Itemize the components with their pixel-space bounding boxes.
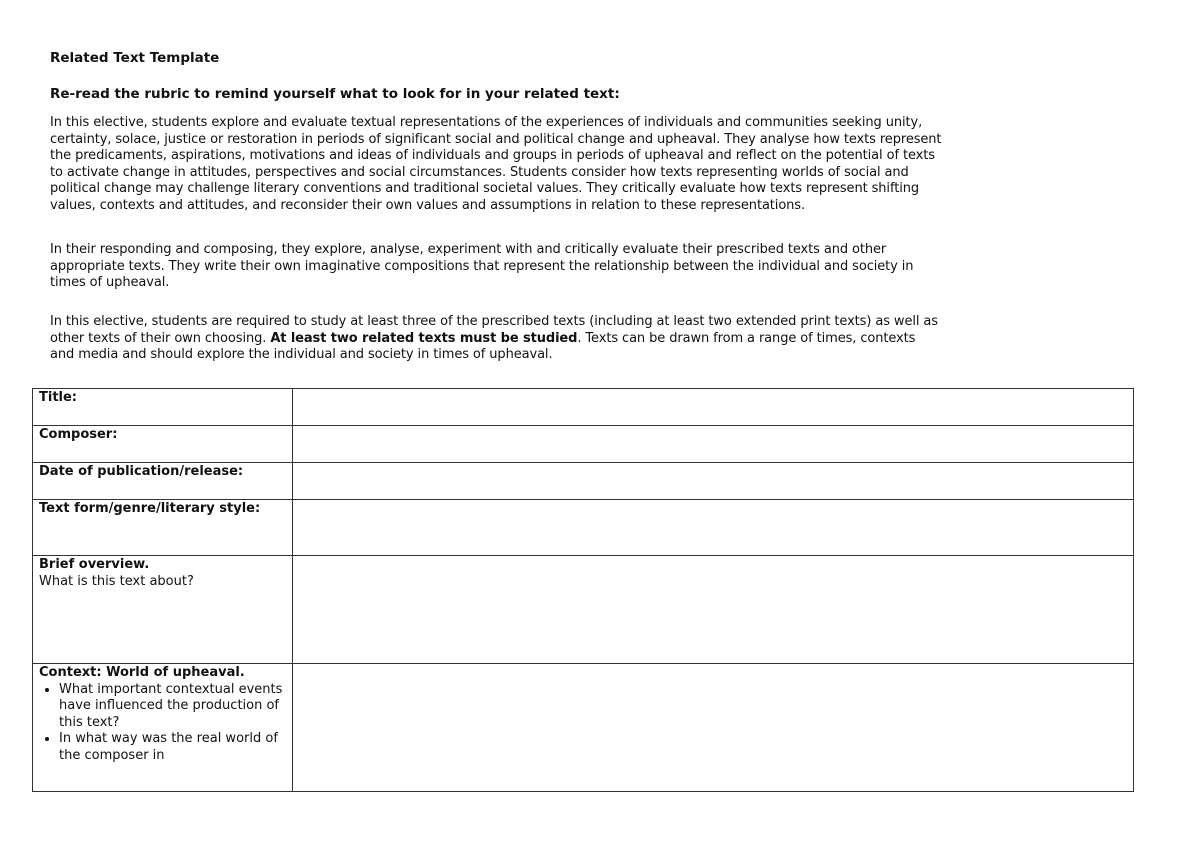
bullet-list xyxy=(39,682,286,765)
rubric-heading: Re-read the rubric to remind yourself what to look for in your related text: xyxy=(50,86,620,102)
bullet-item: • What important contextual events have influenced the production of this text? xyxy=(59,682,286,732)
text-line: appropriate texts. They write their own imaginative compositions that represent the relationship between the individual and society in xyxy=(50,258,914,274)
paragraph-1 xyxy=(50,115,941,214)
row-label: Composer: xyxy=(33,426,293,463)
overview-answer-cell[interactable] xyxy=(293,556,1134,664)
table-row xyxy=(33,463,1134,500)
text-line: times of upheaval. xyxy=(50,275,170,290)
emphasis-text: At least two related texts must be studied xyxy=(270,330,578,346)
table-row xyxy=(33,664,1134,792)
context-answer-cell[interactable] xyxy=(293,664,1134,792)
row-label: Brief overview. What is this text about? xyxy=(33,556,293,664)
text-line: to activate change in attitudes, perspectives and social circumstances. Students consider how texts representing worlds of social and xyxy=(50,164,909,180)
text-segment: other texts of their own choosing. xyxy=(50,330,271,346)
table-row xyxy=(33,389,1134,426)
composer-answer-cell[interactable] xyxy=(293,426,1134,463)
paragraph-3 xyxy=(50,314,938,364)
text-segment: . Texts can be drawn from a range of times, contexts xyxy=(577,330,916,346)
text-line: In this elective, students explore and evaluate textual representations of the experiences of individuals and communities seeking unity, xyxy=(50,115,923,130)
row-label: Context: World of upheaval. • What important contextual events have influenced the production of this text? • In what way was the real world of the composer in xyxy=(33,664,293,792)
row-label: Date of publication/release: xyxy=(33,463,293,500)
text-line: political change may challenge literary conventions and traditional societal values. They critically evaluate how texts represent shifting xyxy=(50,181,919,196)
row-label: Text form/genre/literary style: xyxy=(33,500,293,556)
text-line: the predicaments, aspirations, motivations and ideas of individuals and groups in periods of upheaval and reflect on the potential of texts xyxy=(50,148,935,163)
date-answer-cell[interactable] xyxy=(293,463,1134,500)
text-form-answer-cell[interactable] xyxy=(293,500,1134,556)
bullet-item: • In what way was the real world of the composer in xyxy=(59,731,286,764)
text-line: In this elective, students are required to study at least three of the prescribed texts (including at least two extended print texts) as well as xyxy=(50,314,938,329)
text-line: and media and should explore the individual and society in times of upheaval. xyxy=(50,347,553,362)
table-row xyxy=(33,500,1134,556)
row-label: Title: xyxy=(33,389,293,426)
document-title: Related Text Template xyxy=(50,50,220,66)
text-line xyxy=(50,331,938,348)
row-sublabel: What is this text about? xyxy=(39,573,194,589)
table-row xyxy=(33,426,1134,463)
title-answer-cell[interactable] xyxy=(293,389,1134,426)
paragraph-2 xyxy=(50,242,913,292)
text-line: certainty, solace, justice or restoration in periods of significant social and political change and upheaval. They analyse how texts represent xyxy=(50,131,942,147)
text-line: In their responding and composing, they explore, analyse, experiment with and critically evaluate their prescribed texts and other xyxy=(50,242,887,257)
related-text-table xyxy=(32,388,1134,792)
table-row xyxy=(33,556,1134,664)
text-line: values, contexts and attitudes, and reconsider their own values and assumptions in relation to these representations. xyxy=(50,197,806,213)
